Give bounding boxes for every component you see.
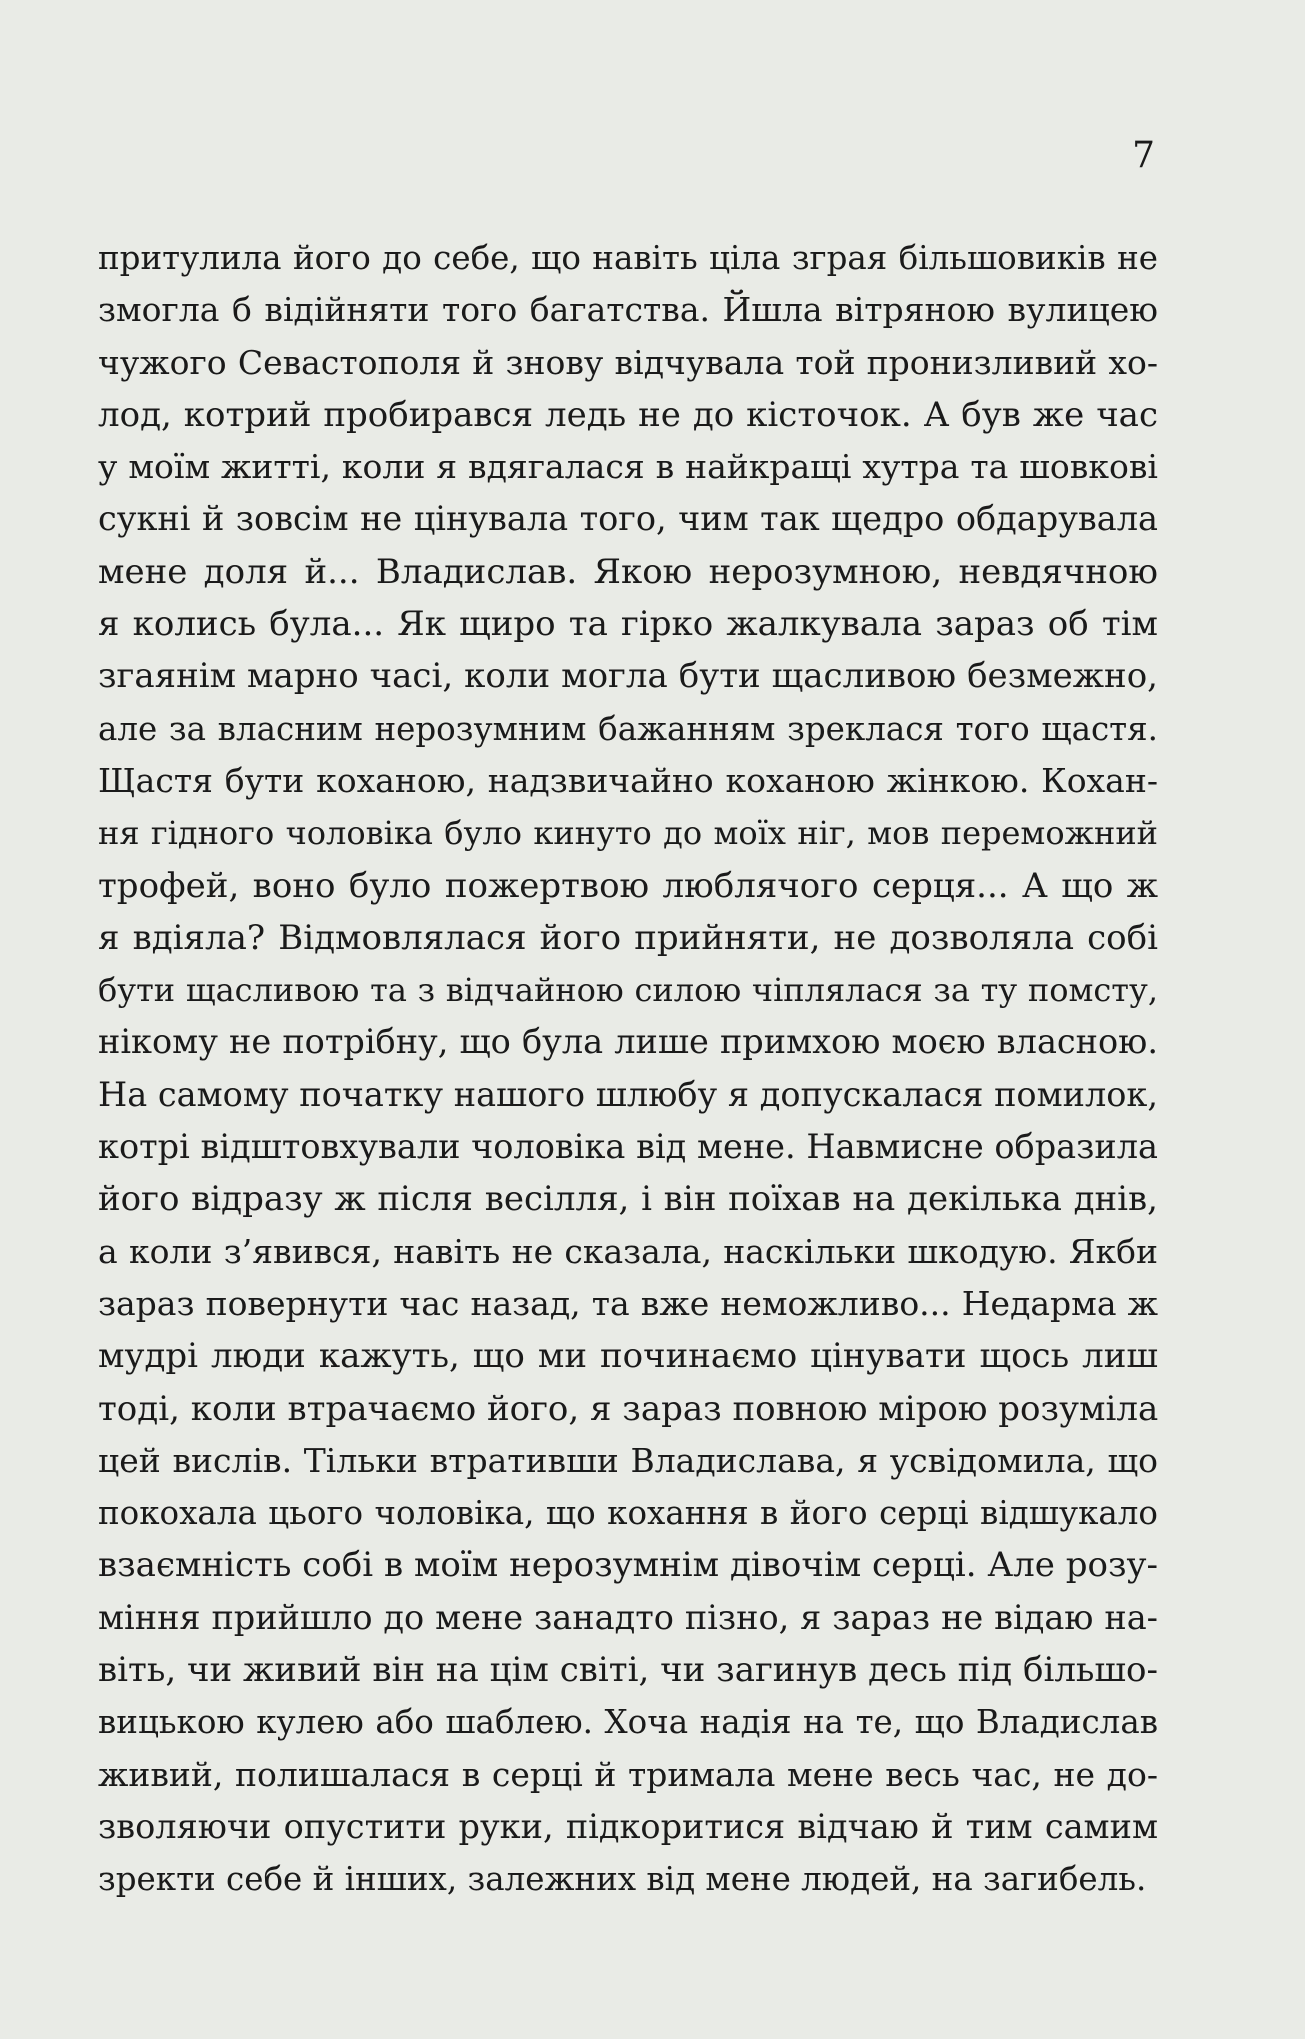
text-line: цей вислів. Тільки втративши Владислава, я усвідомила, що: [98, 1440, 1158, 1480]
page-number: 7: [1132, 135, 1155, 176]
text-line: мене доля й... Владислав. Якою нерозумною, невдячною: [98, 551, 1158, 592]
text-line: згаянім марно часі, коли могла бути щасливою безмежно,: [98, 656, 1158, 697]
text-line: котрі відштовхували чоловіка від мене. Навмисне образила: [98, 1127, 1158, 1167]
text-line: я вдіяла? Відмовлялася його прийняти, не дозволяла собі: [98, 917, 1158, 958]
text-line: нікому не потрібну, що була лише примхою моєю власною.: [98, 1022, 1158, 1062]
text-line: його відразу ж після весілля, і він поїхав на декілька днів,: [98, 1179, 1158, 1220]
text-line: але за власним нерозумним бажанням зреклася того щастя.: [98, 709, 1158, 748]
text-line: бути щасливою та з відчайною силою чіплялася за ту помсту,: [98, 971, 1158, 1010]
text-line: сукні й зовсім не цінувала того, чим так щедро обдарувала: [98, 499, 1158, 539]
text-line: зволяючи опустити руки, підкоритися відчаю й тим самим: [98, 1806, 1158, 1846]
text-line: живий, полишалася в серці й тримала мене весь час, не до-: [98, 1754, 1158, 1794]
text-line: змогла б відійняти того багатства. Йшла вітряною вулицею: [98, 290, 1158, 330]
text-line: мудрі люди кажуть, що ми починаємо цінувати щось лиш: [98, 1336, 1158, 1377]
text-line: покохала цього чоловіка, що кохання в його серці відшукало: [98, 1494, 1158, 1533]
text-line: лод, котрий пробирався ледь не до кісточок. А був же час: [98, 394, 1158, 435]
text-line: а коли з’явився, навіть не сказала, наскільки шкодую. Якби: [98, 1231, 1158, 1271]
text-line: На самому початку нашого шлюбу я допускалася помилок,: [98, 1074, 1158, 1114]
text-line: ня гідного чоловіка було кинуто до моїх ніг, мов переможний: [98, 814, 1158, 853]
text-line: вицькою кулею або шаблею. Хоча надія на те, що Владислав: [98, 1703, 1158, 1742]
text-line: віть, чи живий він на цім світі, чи загинув десь під більшо-: [98, 1650, 1158, 1691]
text-line: зректи себе й інших, залежних від мене людей, на загибель.: [98, 1860, 1147, 1899]
text-line: міння прийшло до мене занадто пізно, я зараз не відаю на-: [98, 1597, 1158, 1637]
text-line: трофей, воно було пожертвою люблячого серця... А що ж: [98, 865, 1158, 906]
text-line: Щастя бути коханою, надзвичайно коханою жінкою. Кохан-: [98, 760, 1158, 800]
text-line: у моїм житті, коли я вдягалася в найкращі хутра та шовкові: [98, 447, 1158, 487]
text-line: взаємність собі в моїм нерозумнім дівочім серці. Але розу-: [98, 1545, 1158, 1586]
text-line: я колись була... Як щиро та гірко жалкувала зараз об тім: [98, 604, 1158, 645]
text-line: тоді, коли втрачаємо його, я зараз повною мірою розуміла: [98, 1388, 1158, 1429]
text-line: чужого Севастополя й знову відчувала той пронизливий хо-: [98, 342, 1158, 382]
text-line: притулила його до себе, що навіть ціла зграя більшовиків не: [98, 239, 1158, 277]
body-text: [98, 232, 1158, 1906]
text-line: зараз повернути час назад, та вже неможливо... Недарма ж: [98, 1283, 1158, 1323]
